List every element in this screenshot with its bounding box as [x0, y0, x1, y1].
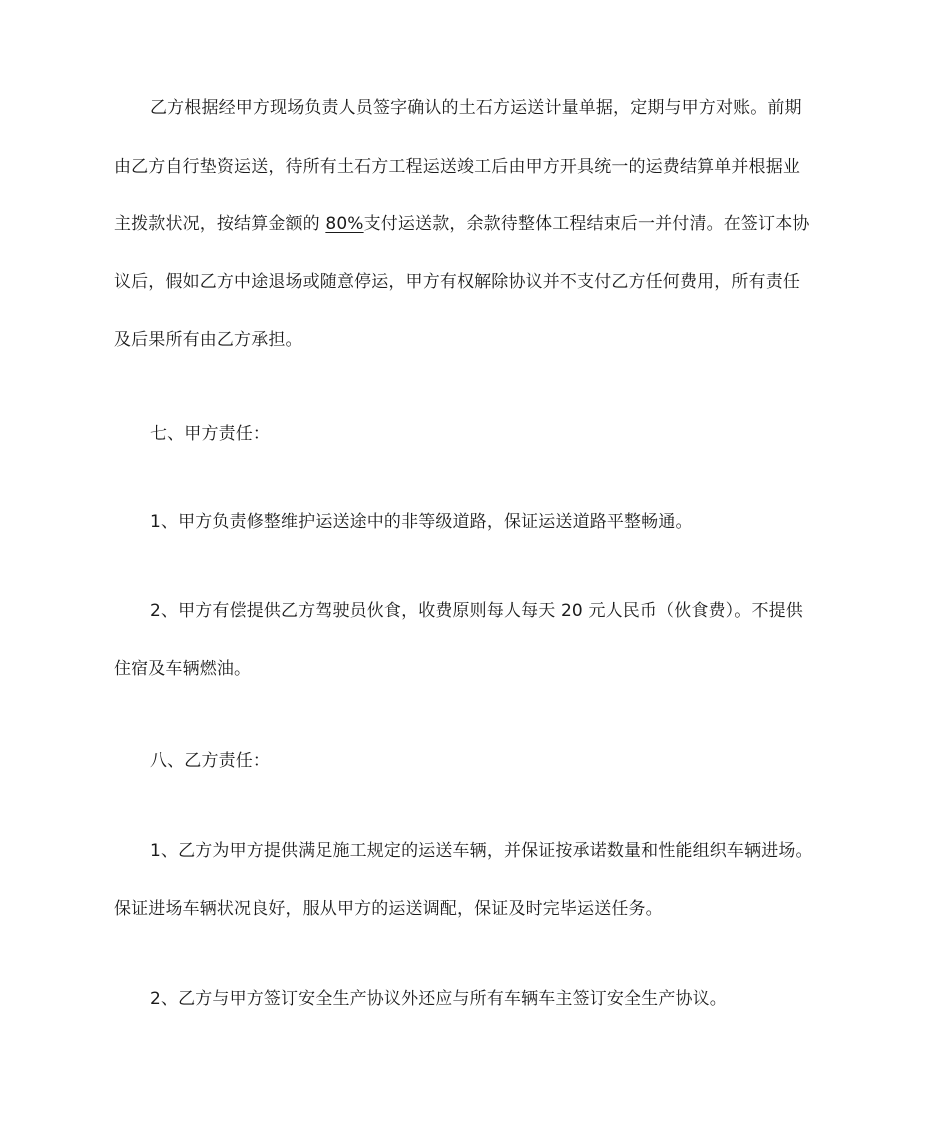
section-7-item-2-line-2: 住宿及车辆燃油。 — [114, 659, 252, 679]
payment-paragraph-line-4: 议后，假如乙方中途退场或随意停运，甲方有权解除协议并不支付乙方任何费用，所有责任 — [114, 272, 800, 292]
section-8-heading: 八、乙方责任： — [150, 751, 271, 771]
payment-paragraph-line-3 — [114, 212, 850, 236]
payment-text-after-percent: 支付运送款，余款待整体工程结束后一并付清。在签订本协 — [363, 214, 810, 234]
section-8-item-1-line-2: 保证进场车辆状况良好，服从甲方的运送调配，保证及时完毕运送任务。 — [114, 899, 663, 919]
payment-percent: 80% — [325, 214, 364, 234]
section-7-item-2-line-1: 2、甲方有偿提供乙方驾驶员伙食，收费原则每人每天 20 元人民币（伙食费）。不提供 — [150, 601, 803, 621]
section-8-item-2: 2、乙方与甲方签订安全生产协议外还应与所有车辆车主签订安全生产协议。 — [150, 989, 727, 1009]
section-8-item-1-line-1: 1、乙方为甲方提供满足施工规定的运送车辆，并保证按承诺数量和性能组织车辆进场。 — [150, 841, 813, 861]
payment-paragraph-line-2: 由乙方自行垫资运送，待所有土石方工程运送竣工后由甲方开具统一的运费结算单并根据业 — [114, 157, 800, 177]
section-7-item-1: 1、甲方负责修整维护运送途中的非等级道路，保证运送道路平整畅通。 — [150, 512, 693, 532]
payment-paragraph-line-1: 乙方根据经甲方现场负责人员签字确认的土石方运送计量单据，定期与甲方对账。前期 — [150, 98, 802, 118]
payment-text-before-percent: 主拨款状况，按结算金额的 — [114, 214, 326, 234]
section-7-heading: 七、甲方责任： — [150, 424, 271, 444]
payment-paragraph-line-5: 及后果所有由乙方承担。 — [114, 330, 303, 350]
